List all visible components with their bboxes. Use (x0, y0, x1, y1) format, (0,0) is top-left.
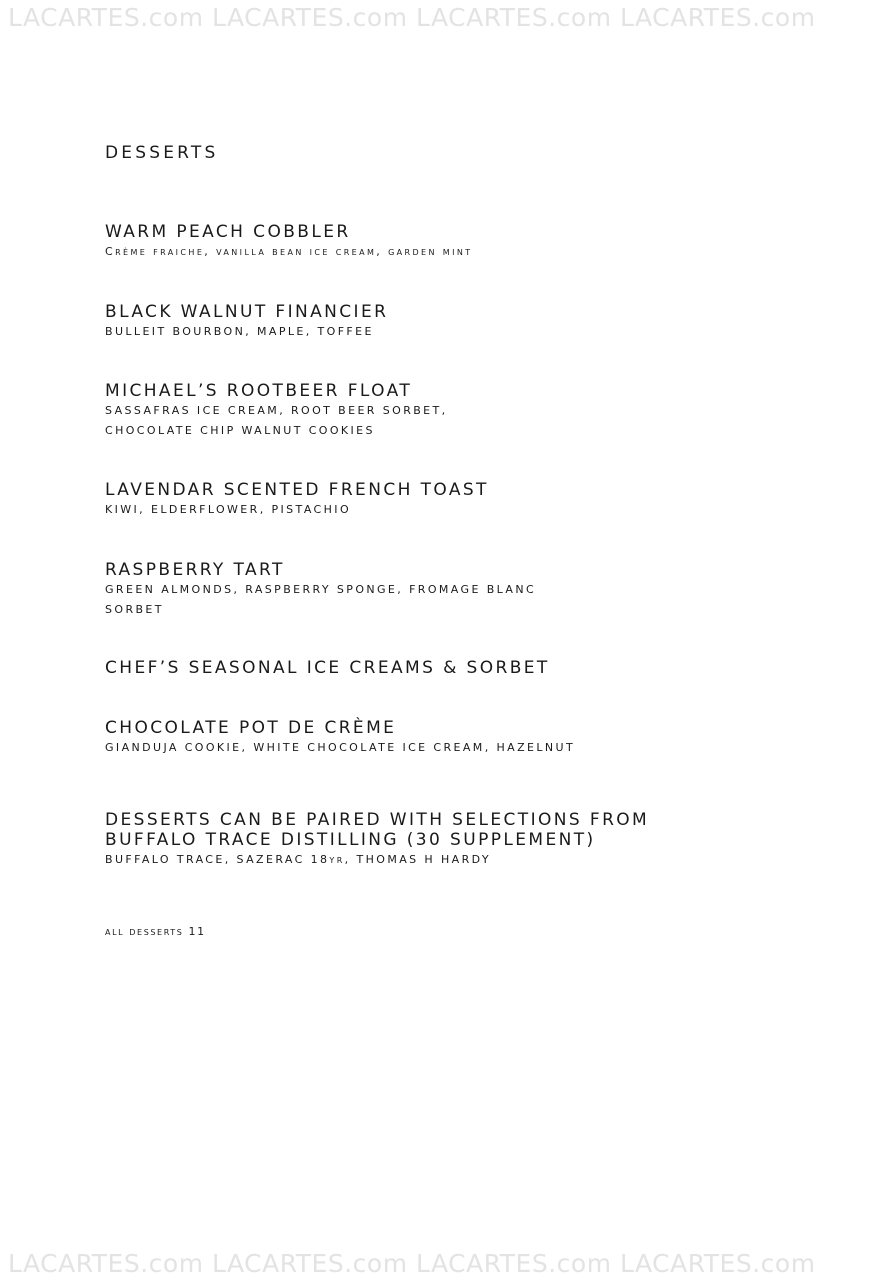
item-name: LAVENDAR SCENTED FRENCH TOAST (105, 480, 489, 500)
item-description: KIWI, ELDERFLOWER, PISTACHIO (105, 503, 352, 516)
price-note: all desserts 11 (105, 925, 206, 938)
pairing-note (105, 810, 825, 870)
menu-item-walnut-financier (105, 302, 825, 342)
menu-item-pot-de-creme (105, 718, 825, 758)
item-name: BLACK WALNUT FINANCIER (105, 302, 389, 322)
item-description: GREEN ALMONDS, RASPBERRY SPONGE, FROMAGE BLANC SORBET (105, 583, 537, 616)
menu-item-peach-cobbler (105, 222, 825, 262)
item-name: RASPBERRY TART (105, 560, 285, 580)
item-description: BULLEIT BOURBON, MAPLE, TOFFEE (105, 325, 374, 338)
item-name: WARM PEACH COBBLER (105, 222, 351, 242)
menu-item-ice-creams-sorbet (105, 658, 825, 678)
menu-item-raspberry-tart (105, 560, 825, 620)
section-title: DESSERTS (105, 143, 219, 163)
menu-item-rootbeer-float (105, 381, 825, 441)
item-name: CHEF’S SEASONAL ICE CREAMS & SORBET (105, 658, 550, 678)
item-description: Crème fraiche, vanilla bean ice cream, garden mint (105, 245, 473, 258)
item-description: SASSAFRAS ICE CREAM, ROOT BEER SORBET, CHOCOLATE CHIP WALNUT COOKIES (105, 404, 448, 437)
pairing-title: DESSERTS CAN BE PAIRED WITH SELECTIONS FROM BUFFALO TRACE DISTILLING (30 SUPPLEMENT) (105, 810, 650, 850)
watermark-top: LACARTES.com LACARTES.com LACARTES.com LACARTES.com (8, 3, 816, 32)
menu-item-french-toast (105, 480, 825, 520)
watermark-bottom: LACARTES.com LACARTES.com LACARTES.com LACARTES.com (8, 1249, 816, 1278)
item-name: CHOCOLATE POT DE CRÈME (105, 718, 397, 738)
item-name: MICHAEL’S ROOTBEER FLOAT (105, 381, 413, 401)
pairing-selections: BUFFALO TRACE, SAZERAC 18yr, THOMAS H HARDY (105, 853, 492, 866)
item-description: GIANDUJA COOKIE, WHITE CHOCOLATE ICE CREAM, HAZELNUT (105, 741, 576, 754)
